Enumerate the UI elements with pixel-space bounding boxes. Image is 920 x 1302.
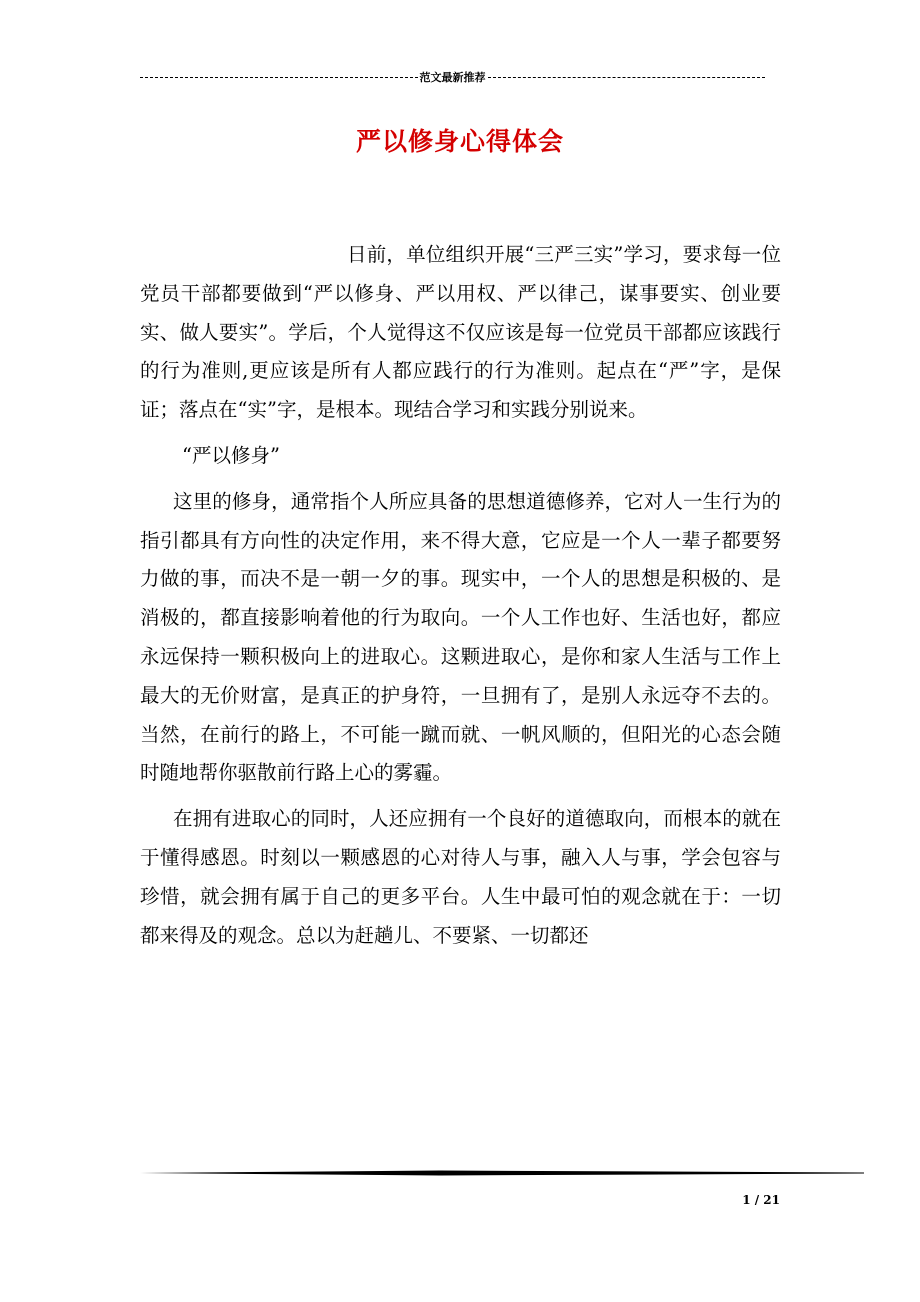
document-title: 严以修身心得体会 <box>355 127 564 156</box>
section-heading: “严以修身” <box>182 443 280 467</box>
paragraph-intro: 日前，单位组织开展“三严三实”学习，要求每一位党员干部都要做到“严以修身、严以用权、严以律己，谋事要实、创业要实、做人要实”。学后，个人觉得这不仅应该是每一位党员干部都应该践行的行为准则,更应该是所有人都应践行的行为准则。起点在“严”字，是保证；落点在“实”字，是根本。现结合学习和实践分别说来。 <box>140 243 781 422</box>
page-header <box>140 68 765 86</box>
paragraph-gratitude: 在拥有进取心的同时，人还应拥有一个良好的道德取向，而根本的就在于懂得感恩。时刻以一颗感恩的心对待人与事，融入人与事，学会包容与珍惜，就会拥有属于自己的更多平台。人生中最可怕的观念就在于：一切都来得及的观念。总以为赶趟儿、不要紧、一切都还 <box>140 807 781 947</box>
document-body <box>140 236 781 955</box>
page-number: 1 / 21 <box>742 1193 780 1207</box>
header-dash-left <box>140 77 418 78</box>
header-label: 范文最新推荐 <box>419 71 486 84</box>
footer-divider <box>140 1170 864 1176</box>
header-dash-right <box>488 77 766 78</box>
paragraph-self-cultivation: 这里的修身，通常指个人所应具备的思想道德修养，它对人一生行为的指引都具有方向性的决定作用，来不得大意，它应是一个人一辈子都要努力做的事，而决不是一朝一夕的事。现实中，一个人的思想是积极的、是消极的，都直接影响着他的行为取向。一个人工作也好、生活也好，都应永远保持一颗积极向上的进取心。这颗进取心，是你和家人生活与工作上最大的无价财富，是真正的护身符，一旦拥有了，是别人永远夺不去的。当然，在前行的路上，不可能一蹴而就、一帆风顺的，但阳光的心态会随时随地帮你驱散前行路上心的雾霾。 <box>140 489 781 785</box>
